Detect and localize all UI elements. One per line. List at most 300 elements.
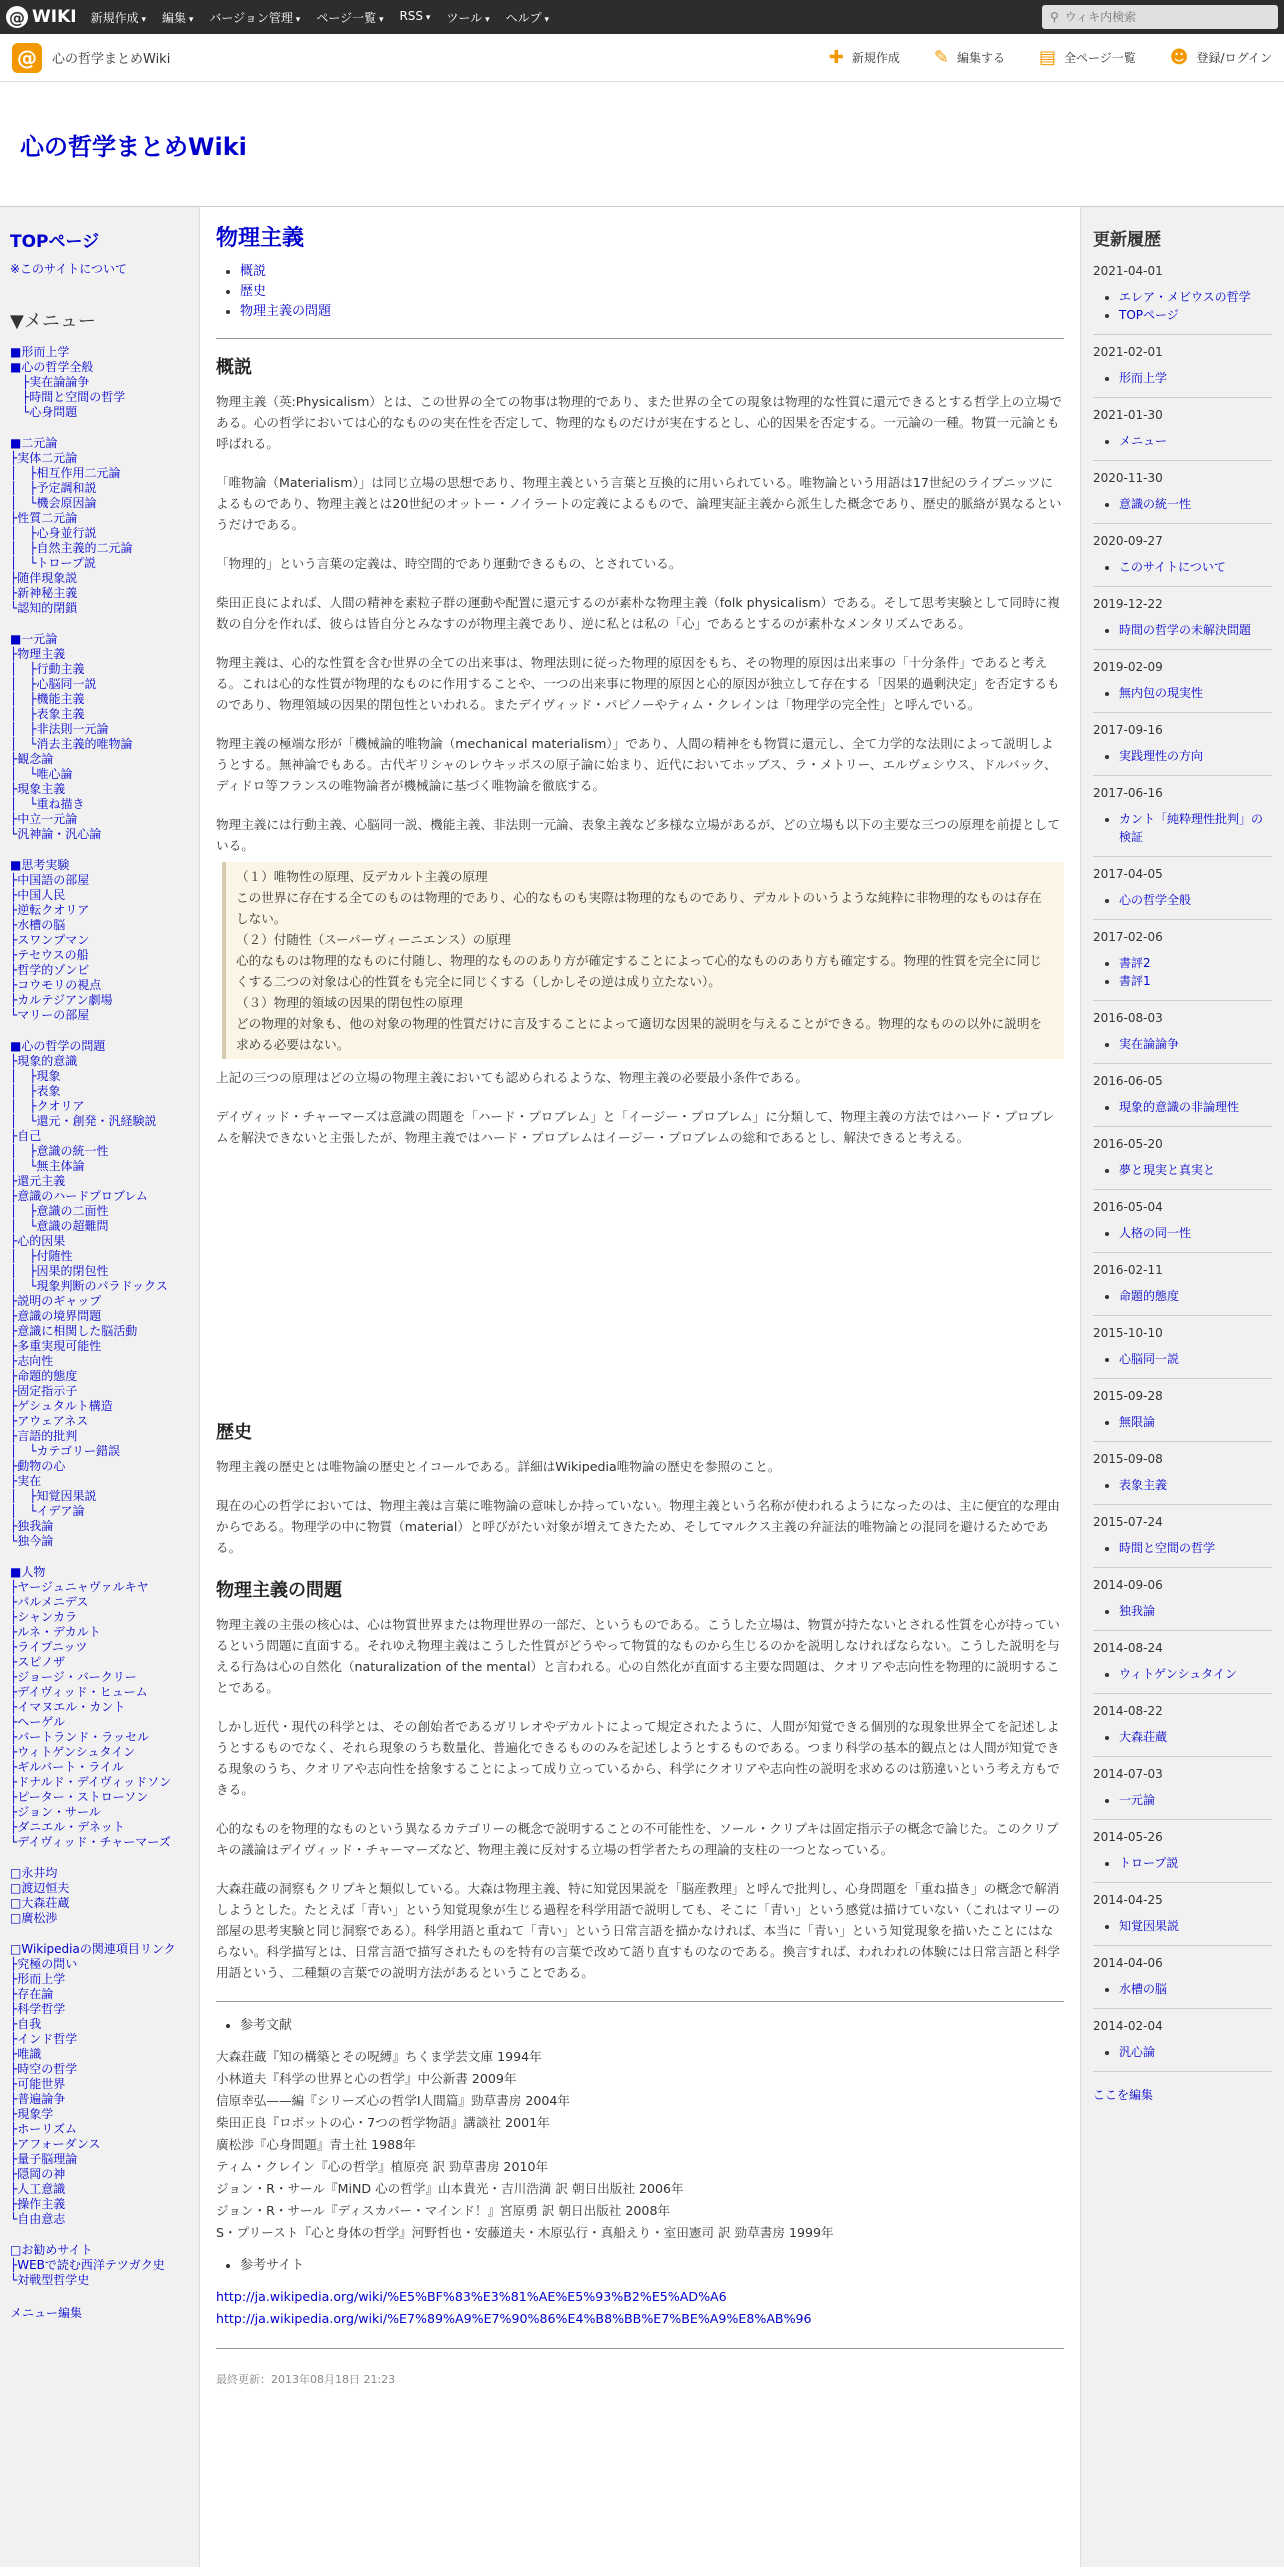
menu-item[interactable] (10, 2182, 189, 2197)
divider (1093, 397, 1272, 398)
menu-item-label: │ └消去主義的唯物論 (10, 737, 133, 751)
menu-item-label: ├唯識 (10, 2047, 42, 2061)
menu-item-label: ├人工意識 (10, 2182, 66, 2196)
menu-item[interactable] (10, 767, 189, 782)
menu-item-label: ├WEBで読む西洋テツガク史 (10, 2258, 165, 2272)
update-link[interactable]: 書評1 (1119, 974, 1151, 988)
menu-item[interactable] (10, 1474, 189, 1489)
menu-item-label: ├コウモリの視点 (10, 978, 102, 992)
menu-item[interactable] (10, 888, 189, 903)
menu-item[interactable] (10, 1279, 189, 1294)
menu-item[interactable] (10, 1219, 189, 1234)
update-items (1119, 432, 1272, 450)
update-items (1119, 1098, 1272, 1116)
menu-item[interactable] (10, 1640, 189, 1655)
divider (1093, 856, 1272, 857)
menu-item[interactable] (10, 1580, 189, 1595)
menu-tools[interactable]: ツール ▾ (446, 9, 489, 26)
menu-group (10, 1565, 189, 1850)
menu-item[interactable] (10, 2017, 189, 2032)
menu-item[interactable] (10, 2137, 189, 2152)
menu-item-label: ├究極の問い (10, 1957, 78, 1971)
divider (1093, 712, 1272, 713)
update-link[interactable]: トロープ説 (1119, 1856, 1179, 1870)
menu-item-label: ├スピノザ (10, 1655, 66, 1669)
menu-item[interactable] (10, 933, 189, 948)
menu-item[interactable] (10, 752, 189, 767)
menu-item-label: ├多重実現可能性 (10, 1339, 102, 1353)
menu-item[interactable] (10, 1099, 189, 1114)
toc-item[interactable]: 物理主義の問題 (240, 304, 332, 319)
menu-item[interactable] (10, 466, 189, 481)
update-items (1119, 1791, 1272, 1809)
update-link[interactable]: このサイトについて (1119, 560, 1226, 574)
menu-item-label: ├ダニエル・デネット (10, 1820, 125, 1834)
menu-item[interactable] (10, 1730, 189, 1745)
menu-item-label: □お勧めサイト (10, 2243, 93, 2257)
update-date: 2014-04-06 (1093, 1956, 1163, 1970)
at-icon: @ (6, 6, 28, 28)
menu-item-label: ├中立一元論 (10, 812, 78, 826)
divider (1093, 1189, 1272, 1190)
menu-item-label: □永井均 (10, 1866, 58, 1880)
menu-item[interactable] (10, 1700, 189, 1715)
update-items (1119, 1161, 1272, 1179)
menu-rss[interactable]: RSS ▾ (399, 9, 430, 26)
update-date: 2017-09-16 (1093, 723, 1163, 737)
update-link[interactable]: 一元論 (1119, 1793, 1156, 1807)
update-link[interactable]: 時間の哲学の未解決問題 (1119, 623, 1252, 637)
update-link[interactable]: カント「純粋理性批判」の検証 (1119, 812, 1264, 844)
menu-item-label: ├アフォーダンス (10, 2137, 101, 2151)
update-link[interactable]: エレア・メビウスの哲学 (1119, 290, 1251, 304)
new-page-button[interactable]: ✚ 新規作成 (828, 47, 900, 68)
menu-group (10, 2243, 189, 2288)
menu-item[interactable] (10, 1911, 189, 1926)
menu-item[interactable] (10, 1354, 189, 1369)
update-link[interactable]: 夢と現実と真実と (1119, 1163, 1216, 1177)
menu-item[interactable] (10, 1504, 189, 1519)
menu-item[interactable] (10, 541, 189, 556)
update-link[interactable]: メニュー (1119, 434, 1168, 448)
divider (216, 338, 1064, 339)
menu-item[interactable] (10, 1565, 189, 1580)
menu-item[interactable] (10, 571, 189, 586)
menu-item-label: □Wikipediaの関連項目リンク (10, 1942, 176, 1956)
update-items (1119, 1980, 1272, 1998)
menu-item-label: ├説明のギャップ (10, 1294, 102, 1308)
menu-item-label: └汎神論・汎心論 (10, 827, 102, 841)
menu-item[interactable] (10, 2243, 189, 2258)
reference-item: 大森荘蔵『知の構築とその呪縛』ちくま学芸文庫 1994年 (216, 2049, 542, 2064)
menu-new[interactable]: 新規作成 ▾ (91, 9, 146, 26)
menu-item[interactable] (10, 2258, 189, 2273)
menu-item-label: ├パルメニデス (10, 1595, 89, 1609)
menu-item[interactable] (10, 2197, 189, 2212)
menu-item-label: └認知的閉鎖 (10, 601, 78, 615)
menu-item[interactable] (10, 1866, 189, 1881)
site-bar (0, 34, 1284, 82)
menu-item[interactable] (10, 662, 189, 677)
menu-item[interactable] (10, 405, 189, 420)
section-heading: 物理主義の問題 (216, 1580, 342, 1601)
menu-item[interactable] (10, 858, 189, 873)
menu-item[interactable] (10, 1249, 189, 1264)
menu-item[interactable] (10, 1987, 189, 2002)
site-title[interactable]: 心の哲学まとめWiki (20, 132, 247, 161)
menu-item[interactable] (10, 1625, 189, 1640)
update-link[interactable]: 時間と空間の哲学 (1119, 1541, 1216, 1555)
menu-item-label: │ └唯心論 (10, 767, 73, 781)
menu-item[interactable] (10, 1519, 189, 1534)
menu-item[interactable] (10, 1084, 189, 1099)
menu-item[interactable] (10, 812, 189, 827)
divider (1093, 1000, 1272, 1001)
menu-item[interactable] (10, 677, 189, 692)
paragraph: デイヴィッド・チャーマーズは意識の問題を「ハード・プロブレム」と「イージー・プロブレム」に分類して、物理主義の方法ではハード・プロブレムを解決できないと主張したが、物理主義ではハード・プロブレムはイージー・プロブレムの総和であるとし、解決できると考える。 (216, 1109, 1055, 1145)
update-link[interactable]: 汎心論 (1119, 2045, 1156, 2059)
menu-item[interactable] (10, 1204, 189, 1219)
menu-item[interactable] (10, 436, 189, 451)
menu-item-label: ├時間と空間の哲学 (10, 390, 126, 404)
menu-item[interactable] (10, 1264, 189, 1279)
table-of-contents (240, 262, 1064, 322)
menu-item[interactable] (10, 978, 189, 993)
login-button[interactable]: ☻ 登録/ログイン (1169, 47, 1272, 68)
reference-item: 信原幸弘——編『シリーズ心の哲学Ⅰ人間篇』勁草書房 2004年 (216, 2093, 570, 2108)
menu-item[interactable] (10, 1339, 189, 1354)
menu-item-label: │ └無主体論 (10, 1159, 85, 1173)
menu-item[interactable] (10, 1805, 189, 1820)
section-heading: 概説 (216, 357, 252, 378)
menu-item[interactable] (10, 948, 189, 963)
menu-item[interactable] (10, 2077, 189, 2092)
top-menu (91, 9, 549, 26)
update-link[interactable]: 独我論 (1119, 1604, 1156, 1618)
menu-item-label: ├自我 (10, 2017, 42, 2031)
divider (1093, 1693, 1272, 1694)
menu-item[interactable] (10, 1942, 189, 1957)
update-history-list (1093, 264, 1272, 2072)
menu-item-label: │ ├機能主義 (10, 692, 85, 706)
menu-group (10, 1866, 189, 1926)
update-items (1119, 954, 1272, 990)
site-logo-icon[interactable]: @ (12, 43, 42, 73)
menu-item-label: ├実在論論争 (10, 375, 90, 389)
menu-item-label: └マリーの部屋 (10, 1008, 90, 1022)
menu-item[interactable] (10, 1369, 189, 1384)
update-date: 2015-09-28 (1093, 1389, 1163, 1403)
menu-item[interactable] (10, 2062, 189, 2077)
menu-item[interactable] (10, 2212, 189, 2227)
menu-item[interactable] (10, 1159, 189, 1174)
menu-item-label: ├現象主義 (10, 782, 66, 796)
menu-item-label: ├カルテジアン劇場 (10, 993, 113, 1007)
main-content (200, 207, 1080, 2401)
menu-item[interactable] (10, 1144, 189, 1159)
menu-item-label: ├ドナルド・デイヴィッドソン (10, 1775, 172, 1789)
menu-item-label: └対戦型哲学史 (10, 2273, 90, 2287)
update-link[interactable]: 心脳同一説 (1119, 1352, 1180, 1366)
menu-item-label: │ ├心身並行説 (10, 526, 97, 540)
menu-item[interactable] (10, 2167, 189, 2182)
menu-item[interactable] (10, 797, 189, 812)
update-items (1119, 1917, 1272, 1935)
paragraph: 物理主義には行動主義、心脳同一説、機能主義、非法則一元論、表象主義など多様な立場があるが、どの立場も以下の主要な三つの原理を前提としている。 (216, 817, 1060, 853)
menu-item[interactable] (10, 2122, 189, 2137)
menu-item[interactable] (10, 2047, 189, 2062)
menu-item-label: ├普遍論争 (10, 2092, 66, 2106)
menu-item[interactable] (10, 1835, 189, 1850)
menu-item-label: ├性質二元論 (10, 511, 78, 525)
menu-item[interactable] (10, 963, 189, 978)
menu-item[interactable] (10, 2273, 189, 2288)
menu-item[interactable] (10, 918, 189, 933)
menu-item[interactable] (10, 827, 189, 842)
update-date: 2014-05-26 (1093, 1830, 1163, 1844)
reference-item: ティム・クレイン『心の哲学』植原亮 訳 勁草書房 2010年 (216, 2159, 549, 2174)
menu-help[interactable]: ヘルプ ▾ (506, 9, 549, 26)
menu-item[interactable] (10, 2152, 189, 2167)
menu-item-label: │ ├知覚因果説 (10, 1489, 97, 1503)
update-link[interactable]: 書評2 (1119, 956, 1151, 970)
menu-item[interactable] (10, 692, 189, 707)
toc-item[interactable]: 歴史 (240, 284, 267, 299)
reference-item: 廣松渉『心身問題』青土社 1988年 (216, 2137, 416, 2152)
menu-item[interactable] (10, 1760, 189, 1775)
menu-item-label: └心身問題 (10, 405, 78, 419)
menu-item-label: │ └重ね描き (10, 797, 85, 811)
update-link[interactable]: ウィトゲンシュタイン (1119, 1667, 1238, 1681)
menu-item-label: ├水槽の脳 (10, 918, 66, 932)
menu-item[interactable] (10, 1685, 189, 1700)
update-date: 2014-08-22 (1093, 1704, 1163, 1718)
menu-item-label: ├意識のハードプロブレム (10, 1189, 148, 1203)
menu-item[interactable] (10, 1670, 189, 1685)
menu-item[interactable] (10, 1399, 189, 1414)
menu-item[interactable] (10, 707, 189, 722)
menu-item[interactable] (10, 390, 189, 405)
update-items (1119, 1350, 1272, 1368)
sidebar-edit-link[interactable]: ここを編集 (1093, 2088, 1154, 2102)
menu-item[interactable] (10, 1459, 189, 1474)
menu-item-label: ├観念論 (10, 752, 54, 766)
menu-item[interactable] (10, 1610, 189, 1625)
menu-item[interactable] (10, 1129, 189, 1144)
update-items (1119, 288, 1272, 324)
update-link[interactable]: 無内包の現実性 (1119, 686, 1204, 700)
menu-item[interactable] (10, 375, 189, 390)
menu-item[interactable] (10, 737, 189, 752)
menu-item[interactable] (10, 2002, 189, 2017)
menu-item[interactable] (10, 2107, 189, 2122)
menu-item[interactable] (10, 1114, 189, 1129)
top-page-link[interactable]: TOPページ (10, 232, 100, 252)
pencil-icon: ✎ (933, 47, 949, 68)
reference-item: S・プリースト『心と身体の哲学』河野哲也・安藤道夫・木原弘行・真船えり・室田憲司 訳 勁草書房 1999年 (216, 2225, 834, 2240)
menu-item[interactable] (10, 1309, 189, 1324)
update-date: 2020-09-27 (1093, 534, 1163, 548)
update-link[interactable]: 人格の同一性 (1119, 1226, 1192, 1240)
menu-item[interactable] (10, 1489, 189, 1504)
menu-item-label: ├隠岡の神 (10, 2167, 66, 2181)
menu-item[interactable] (10, 1790, 189, 1805)
update-history-title: 更新履歴 (1093, 230, 1161, 250)
menu-item[interactable] (10, 1069, 189, 1084)
update-date: 2016-05-20 (1093, 1137, 1163, 1151)
menu-item[interactable] (10, 481, 189, 496)
search-icon[interactable]: ⚲ (1050, 10, 1059, 24)
update-date: 2014-02-04 (1093, 2019, 1163, 2033)
update-date: 2019-02-09 (1093, 660, 1163, 674)
update-link[interactable]: 無限論 (1119, 1415, 1156, 1429)
menu-item[interactable] (10, 1189, 189, 1204)
update-link[interactable]: 大森荘蔵 (1119, 1730, 1168, 1744)
menu-item-label: ├ジョン・サール (10, 1805, 101, 1819)
menu-item-label: ├意識の境界問題 (10, 1309, 102, 1323)
menu-item[interactable] (10, 1039, 189, 1054)
menu-item[interactable] (10, 873, 189, 888)
update-date: 2015-07-24 (1093, 1515, 1163, 1529)
update-link[interactable]: 実践理性の方向 (1119, 749, 1204, 763)
edit-page-button[interactable]: ✎ 編集する (933, 47, 1005, 68)
menu-item[interactable] (10, 1008, 189, 1023)
update-date: 2021-01-30 (1093, 408, 1163, 422)
menu-item-label: ├現象的意識 (10, 1054, 78, 1068)
update-items (1119, 1035, 1272, 1053)
menu-item[interactable] (10, 1775, 189, 1790)
menu-item[interactable] (10, 1715, 189, 1730)
paragraph: 「物理的」という言葉の定義は、時空間的であり運動できるもの、とされている。 (216, 556, 682, 571)
menu-edit[interactable]: 編集 ▾ (162, 9, 193, 26)
menu-item-label: │ ├相互作用二元論 (10, 466, 121, 480)
menu-item[interactable] (10, 903, 189, 918)
menu-item[interactable] (10, 2092, 189, 2107)
menu-item-label: ├物理主義 (10, 647, 66, 661)
update-link[interactable]: 形而上学 (1119, 371, 1168, 385)
menu-item-label: └デイヴィッド・チャーマーズ (10, 1835, 171, 1849)
menu-item[interactable] (10, 345, 189, 360)
update-date: 2021-04-01 (1093, 264, 1163, 278)
menu-item-label: ├操作主義 (10, 2197, 66, 2211)
menu-item[interactable] (10, 556, 189, 571)
menu-item-label: ├形而上学 (10, 1972, 66, 1986)
menu-item[interactable] (10, 993, 189, 1008)
update-link[interactable]: 表象主義 (1119, 1478, 1168, 1492)
menu-item[interactable] (10, 1054, 189, 1069)
paragraph: 現在の心の哲学においては、物理主義は言葉に唯物論の意味しか持っていない。物理主義という名称が使われるようになったのは、主に便宜的な理由からである。物理学の中に物質（material）と呼びがたい対象が増えてきたため、そしてマルクス主義の弁証法的唯物論との混同を避けるためである。 (216, 1498, 1060, 1555)
menu-item[interactable] (10, 1294, 189, 1309)
update-link[interactable]: 現象的意識の非論理性 (1119, 1100, 1240, 1114)
menu-item-label: │ └カテゴリー錯誤 (10, 1444, 120, 1458)
menu-edit-link[interactable]: メニュー編集 (10, 2306, 83, 2320)
menu-item-label: │ ├現象 (10, 1069, 61, 1083)
menu-item[interactable] (10, 1957, 189, 1972)
update-link[interactable]: 意識の統一性 (1119, 497, 1192, 511)
update-link[interactable]: 知覚因果説 (1119, 1919, 1180, 1933)
menu-item[interactable] (10, 1745, 189, 1760)
principle-line: 心的なものは物理的なものに付随し、物理的なもののあり方が確定することによって心的なもののあり方も確定する。物理的性質を完全に同じくする二つの対象は心的性質をも完全に同じくする（しかしその逆は成り立たない）。 (236, 953, 1042, 989)
menu-item[interactable] (10, 511, 189, 526)
menu-item[interactable] (10, 586, 189, 601)
update-link[interactable]: 命題的態度 (1119, 1289, 1180, 1303)
menu-item[interactable] (10, 526, 189, 541)
menu-item-label: ├ルネ・デカルト (10, 1625, 101, 1639)
menu-item-label: ├還元主義 (10, 1174, 66, 1188)
menu-item[interactable] (10, 1820, 189, 1835)
menu-version[interactable]: バージョン管理 ▾ (209, 9, 300, 26)
divider (1093, 1630, 1272, 1631)
page-list-button[interactable]: ▤ 全ページ一覧 (1039, 47, 1136, 68)
menu-item[interactable] (10, 782, 189, 797)
menu-item[interactable] (10, 1429, 189, 1444)
menu-item[interactable] (10, 1595, 189, 1610)
menu-item-label: │ └機会原因論 (10, 496, 97, 510)
section-heading: 歴史 (216, 1422, 252, 1443)
menu-item[interactable] (10, 647, 189, 662)
menu-item[interactable] (10, 451, 189, 466)
menu-pages[interactable]: ページ一覧 ▾ (316, 9, 383, 26)
menu-item[interactable] (10, 2032, 189, 2047)
menu-item[interactable] (10, 1234, 189, 1249)
menu-item[interactable] (10, 1174, 189, 1189)
search-input[interactable] (1065, 10, 1255, 24)
menu-group (10, 436, 189, 616)
toc-item[interactable]: 概説 (240, 264, 267, 279)
menu-item-label: ├現象学 (10, 2107, 54, 2121)
paragraph: 大森荘蔵の洞察もクリプキと類似している。大森は物理主義、特に知覚因果説を「脳産教理」と呼んで批判し、心身問題を「重ね描き」の概念で解消しようとした。たとえば「青い」という知覚現象が生じる過程を科学用語で説明しても、そこに「青い」という感覚は描けていない（これはマリーの部屋の思考実験と同じ洞察である）。科学用語と重ねて「青い」という日常言語を描かなければ、本当に「青い」という知覚現象を描いたことにはならない。科学描写とは、日常言語で描写されたものを特有の言葉で改めて語り直すものなのである。換言すれば、われわれの体験には日常言語と科学用語という、二種類の言葉での説明方法があるということである。 (216, 1881, 1060, 1980)
update-date: 2016-05-04 (1093, 1200, 1163, 1214)
menu-item[interactable] (10, 1324, 189, 1339)
menu-item[interactable] (10, 1896, 189, 1911)
update-link[interactable]: 水槽の脳 (1119, 1982, 1168, 1996)
menu-item-label: ■思考実験 (10, 858, 70, 872)
menu-item-label: ├デイヴィッド・ヒューム (10, 1685, 148, 1699)
update-link[interactable]: TOPページ (1119, 308, 1179, 322)
update-link[interactable]: 実在論論争 (1119, 1037, 1180, 1051)
menu-item[interactable] (10, 722, 189, 737)
reference-site-link[interactable]: http://ja.wikipedia.org/wiki/%E7%89%A9%E7%90%86%E4%B8%BB%E7%BE%A9%E8%AB%96 (216, 2311, 812, 2326)
about-link[interactable]: ※このサイトについて (10, 262, 127, 276)
update-link[interactable]: 心の哲学全般 (1119, 893, 1192, 907)
wiki-logo[interactable]: @ WIKI (6, 6, 77, 28)
menu-item[interactable] (10, 496, 189, 511)
menu-item-label: ├心的因果 (10, 1234, 66, 1248)
menu-item[interactable] (10, 1444, 189, 1459)
menu-item-label: ├意識に相関した脳活動 (10, 1324, 138, 1338)
divider (1093, 775, 1272, 776)
menu-item-label: ├ライプニッツ (10, 1640, 88, 1654)
menu-item[interactable] (10, 601, 189, 616)
menu-item[interactable] (10, 1534, 189, 1549)
update-date: 2019-12-22 (1093, 597, 1163, 611)
reference-item: ジョン・R・サール『ディスカバー・マインド！』宮原勇 訳 朝日出版社 2008年 (216, 2203, 671, 2218)
menu-item[interactable] (10, 1655, 189, 1670)
menu-item[interactable] (10, 1414, 189, 1429)
update-items (1119, 1602, 1272, 1620)
menu-item[interactable] (10, 1384, 189, 1399)
update-date: 2017-06-16 (1093, 786, 1163, 800)
menu-item[interactable] (10, 632, 189, 647)
menu-item[interactable] (10, 1881, 189, 1896)
search-box (1042, 5, 1278, 29)
menu-item[interactable] (10, 360, 189, 375)
principle-line: どの物理的対象も、他の対象の物理的性質だけに言及することによって適切な因果的説明を与えることができる。物理的なものの以外に説明を求める必要はない。 (236, 1016, 1042, 1052)
menu-item[interactable] (10, 1972, 189, 1987)
reference-site-link[interactable]: http://ja.wikipedia.org/wiki/%E5%BF%83%E3%81%AE%E5%93%B2%E5%AD%A6 (216, 2289, 727, 2304)
site-name[interactable]: 心の哲学まとめWiki (52, 52, 171, 67)
principle-line: この世界に存在する全てのものは物理的であり、心的なものも実際は物理的なものであり、デカルトのいうような純粋に非物理的なものは存在しない。 (236, 890, 1042, 926)
